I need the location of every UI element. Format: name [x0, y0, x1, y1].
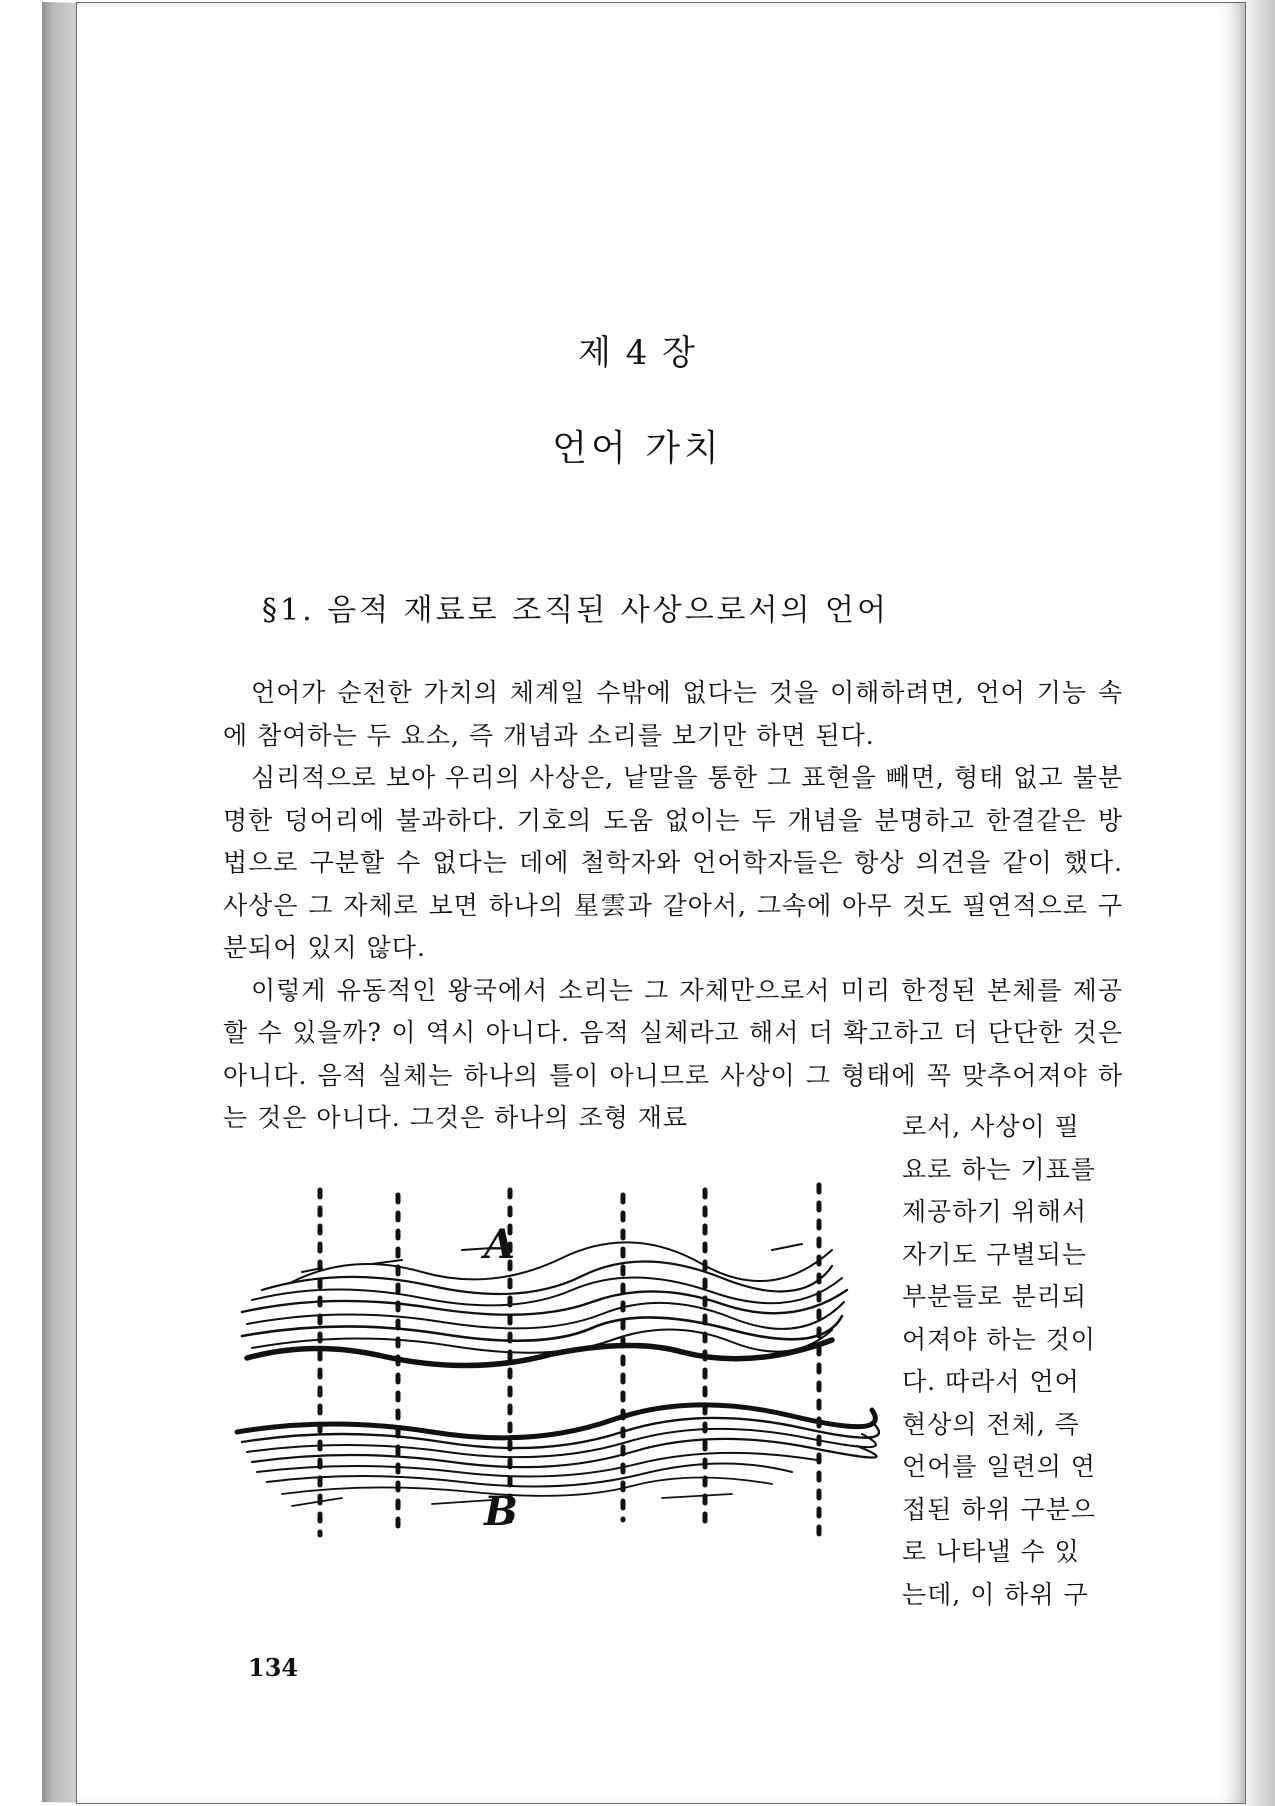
side-line: 로서, 사상이 필	[902, 1112, 1080, 1141]
body-text	[223, 672, 1123, 1140]
side-line: 다. 따라서 언어	[902, 1367, 1080, 1396]
side-line: 자기도 구별되는	[902, 1239, 1087, 1269]
side-line: 는데, 이 하위 구	[902, 1579, 1089, 1609]
side-line: 현상의 전체, 즉	[902, 1409, 1080, 1439]
page-number: 134	[248, 1653, 299, 1682]
chapter-number: 제 4 장	[578, 333, 697, 373]
label-a: A	[484, 1221, 516, 1268]
thought-mass-a	[242, 1242, 847, 1365]
paragraph: 언어가 순전한 가치의 체계일 수밖에 없다는 것을 이해하려면, 언어 기능 속에 참여하는 두 요소, 즉 개념과 소리를 보기만 하면 된다.	[223, 678, 1123, 750]
side-line: 로 나타낼 수 있	[902, 1537, 1080, 1566]
side-line: 부분들로 분리되	[902, 1282, 1087, 1311]
side-line: 어져야 하는 것이	[902, 1324, 1096, 1354]
book-spine-edge	[42, 2, 76, 1803]
page-right-shadow	[1239, 0, 1275, 1806]
side-line: 요로 하는 기표를	[902, 1154, 1096, 1184]
paragraph: 심리적으로 보아 우리의 사상은, 낱말을 통한 그 표현을 빼면, 형태 없고 불분명한 덩어리에 불과하다. 기호의 도움 없이는 두 개념을 분명하고 한결같은 방법으로 구분할 수 없다는 데에 철학자와 언어학자들은 항상 의견을 같이 했다. 사상은 그 자체로 보면 하나의 星雲과 같아서, 그속에 아무 것도 필연적으로 구분되어 있지 않다.	[223, 763, 1123, 962]
chapter-title: 언어 가치	[552, 428, 723, 469]
side-line: 언어를 일련의 연	[902, 1452, 1096, 1481]
side-line: 제공하기 위해서	[902, 1197, 1087, 1226]
side-column-text	[902, 1106, 1123, 1616]
sound-mass-b	[237, 1405, 879, 1506]
thought-sound-diagram	[232, 1180, 892, 1550]
label-b: B	[484, 1488, 518, 1535]
paragraph: 이렇게 유동적인 왕국에서 소리는 그 자체만으로서 미리 한정된 본체를 제공할 수 있을까? 이 역시 아니다. 음적 실체라고 해서 더 확고하고 더 단단한 것은 아니다. 음적 실체는 하나의 틀이 아니므로 사상이 그 형태에 꼭 맞추어져야 하는 것은 아니다. 그것은 하나의 조형 재료	[223, 975, 1123, 1132]
section-title: §1. 음적 재료로 조직된 사상으로서의 언어	[262, 593, 889, 628]
side-line: 접된 하위 구분으	[902, 1494, 1096, 1524]
